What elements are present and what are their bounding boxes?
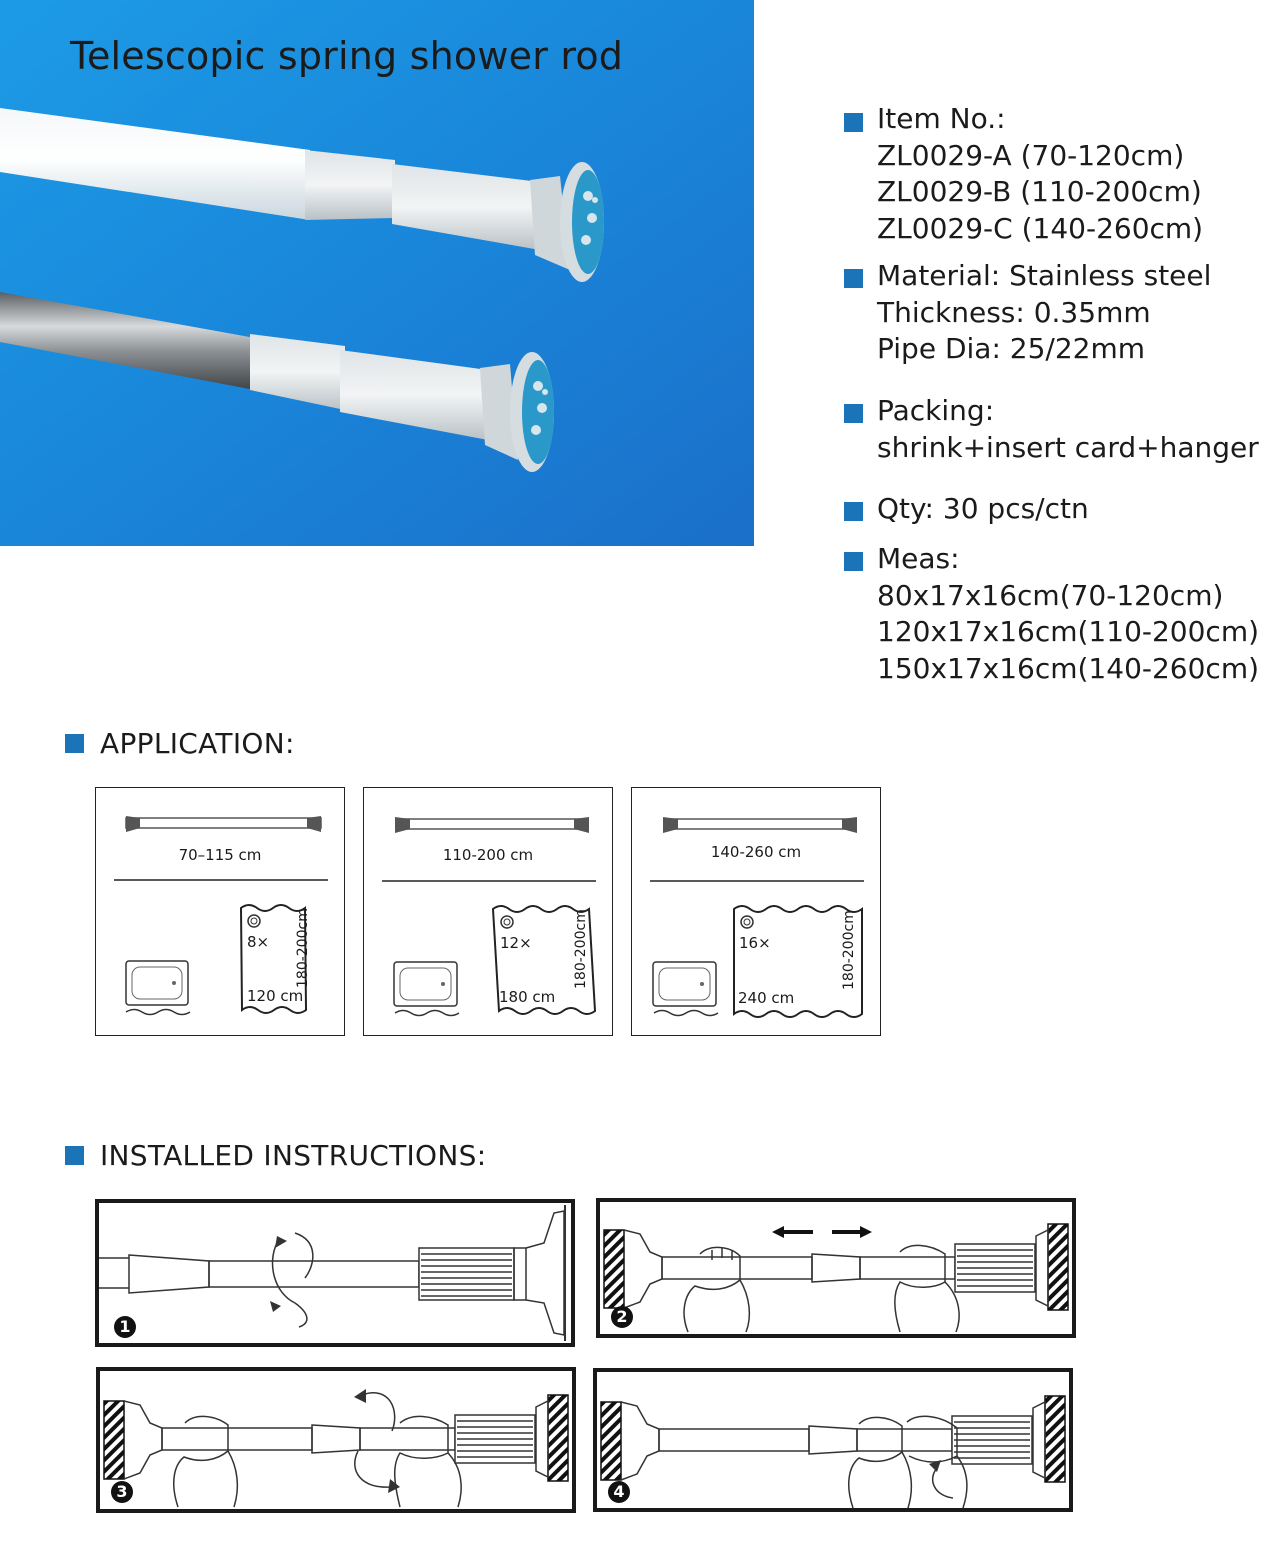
thickness-text: Thickness: 0.35mm xyxy=(877,295,1151,329)
meas-c: 150x17x16cm(140-260cm) xyxy=(877,651,1260,685)
meas-a: 80x17x16cm(70-120cm) xyxy=(877,578,1224,612)
instructions-heading xyxy=(65,1139,486,1172)
qty-text: Qty: 30 pcs/ctn xyxy=(877,492,1089,525)
spec-packing xyxy=(844,393,1259,466)
instruction-step-4 xyxy=(593,1368,1073,1512)
bullet-icon xyxy=(65,734,84,753)
bullet-icon xyxy=(844,552,863,571)
material-text: Material: Stainless steel xyxy=(877,259,1212,292)
packing-value: shrink+insert card+hanger xyxy=(877,430,1259,464)
bullet-icon xyxy=(844,113,863,132)
spec-meas xyxy=(844,541,1259,687)
product-photo xyxy=(0,0,754,546)
bullet-icon xyxy=(844,404,863,423)
pipe-dia-text: Pipe Dia: 25/22mm xyxy=(877,332,1146,365)
instruction-step-2 xyxy=(596,1198,1076,1338)
spec-item-no xyxy=(844,101,1203,247)
application-box-1 xyxy=(95,787,345,1036)
hook-count: 12× xyxy=(500,934,532,952)
step-number-2: 2 xyxy=(611,1306,633,1328)
page-title: Telescopic spring shower rod xyxy=(70,34,624,78)
item-no-b: ZL0029-B (110-200cm) xyxy=(877,175,1202,208)
bullet-icon xyxy=(65,1146,84,1165)
curtain-width: 180 cm xyxy=(499,988,556,1006)
bullet-icon xyxy=(844,269,863,288)
application-box-3 xyxy=(631,787,881,1036)
curtain-width: 240 cm xyxy=(738,989,795,1007)
spec-material xyxy=(844,258,1211,368)
meas-label: Meas: xyxy=(877,542,960,575)
spec-qty xyxy=(844,491,1089,528)
hook-count: 8× xyxy=(247,933,270,951)
curtain-height: 180-200cm xyxy=(573,909,589,989)
instruction-step-1 xyxy=(95,1199,575,1347)
curtain-height: 180-200cm xyxy=(295,908,311,988)
step-number-1: 1 xyxy=(114,1316,136,1338)
step-number-4: 4 xyxy=(608,1481,630,1503)
curtain-width: 120 cm xyxy=(247,987,304,1005)
application-heading-text: APPLICATION: xyxy=(100,727,295,760)
bullet-icon xyxy=(844,502,863,521)
curtain-height: 180-200cm xyxy=(841,910,857,990)
packing-label: Packing: xyxy=(877,394,995,427)
application-heading xyxy=(65,727,295,760)
rod-range-label: 70–115 cm xyxy=(178,846,262,864)
rod-range-label: 110-200 cm xyxy=(442,846,534,864)
instructions-heading-text: INSTALLED INSTRUCTIONS: xyxy=(100,1139,487,1172)
application-box-2 xyxy=(363,787,613,1036)
hook-count: 16× xyxy=(739,934,771,952)
step-number-3: 3 xyxy=(111,1481,133,1503)
item-no-c: ZL0029-C (140-260cm) xyxy=(877,211,1204,245)
item-no-label: Item No.: xyxy=(877,102,1006,135)
item-no-a: ZL0029-A (70-120cm) xyxy=(877,138,1185,172)
rod-range-label: 140-260 cm xyxy=(710,843,802,861)
instruction-step-3 xyxy=(96,1367,576,1513)
meas-b: 120x17x16cm(110-200cm) xyxy=(877,615,1260,648)
